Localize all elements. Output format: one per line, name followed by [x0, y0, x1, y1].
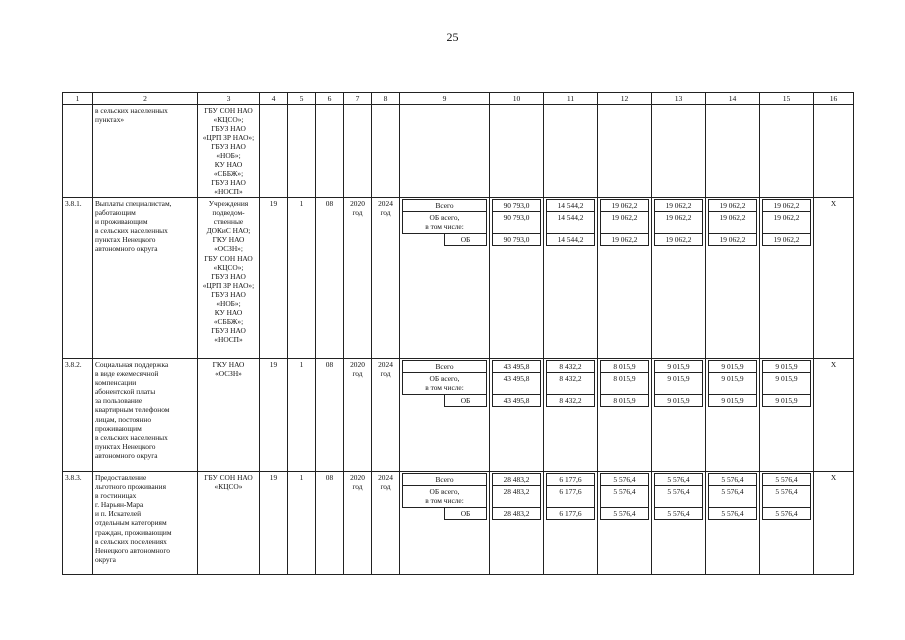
label-total: Всего: [403, 361, 487, 373]
executor-line: подведом-: [212, 208, 245, 218]
executor-line: «СББЖ»;: [213, 169, 244, 179]
continuation-num: [63, 105, 93, 198]
amount-cell: [598, 198, 652, 359]
amount-ob: 9 015,9: [709, 395, 757, 407]
start-year: [344, 472, 372, 575]
header-cell: 3: [198, 93, 260, 105]
amount-cell: [760, 472, 814, 575]
executor-line: «ЦРП ЗР НАО»;: [202, 133, 255, 143]
cell-col16: X: [814, 198, 854, 359]
label-ob-total: [403, 373, 487, 395]
continuation-name: в сельских населенных пунктах»: [93, 105, 198, 198]
header-cell: 1: [63, 93, 93, 105]
amount-total: 14 544,2: [547, 200, 595, 212]
executor-line: «НОБ»;: [216, 151, 241, 161]
label-ob-line: в том числе:: [425, 496, 464, 506]
row-number: 3.8.2.: [63, 359, 93, 472]
amount-ob: 28 483,2: [493, 508, 541, 520]
amount-ob-total: 9 015,9: [655, 373, 703, 395]
continuation-empty-cell: [598, 105, 652, 198]
header-cell: 9: [400, 93, 490, 105]
executor-line: ГБУЗ НАО: [211, 289, 246, 299]
cell-col4: 19: [260, 359, 288, 472]
amount-total: 5 576,4: [655, 474, 703, 486]
label-ob: ОБ: [445, 395, 487, 407]
amount-cell: [490, 198, 544, 359]
row-executor: [198, 198, 260, 359]
executor-line: КУ НАО: [214, 307, 243, 317]
executor-line: ГБУ СОН НАО: [204, 253, 253, 263]
amount-total: 43 495,8: [493, 361, 541, 373]
continuation-empty-cell: [288, 105, 316, 198]
row-name-line: автономного округа: [95, 450, 158, 460]
amount-ob: 8 432,2: [547, 395, 595, 407]
row-name-line: лицам, постоянно: [95, 414, 152, 424]
amount-ob-total: 14 544,2: [547, 212, 595, 234]
executor-line: ГБУЗ НАО: [211, 178, 246, 188]
continuation-empty-cell: [814, 105, 854, 198]
start-year-part: 2020: [350, 473, 365, 483]
continuation-empty-cell: [544, 105, 598, 198]
amount-ob-total: 9 015,9: [763, 373, 811, 395]
amount-ob-total: 5 576,4: [601, 486, 649, 508]
header-cell: 4: [260, 93, 288, 105]
amount-ob-total: 5 576,4: [655, 486, 703, 508]
row-executor: [198, 472, 260, 575]
amount-ob-total: 5 576,4: [709, 486, 757, 508]
page-number: 25: [446, 30, 459, 44]
amount-ob: 19 062,2: [655, 234, 703, 246]
row-name-line: в гостиницах: [95, 491, 137, 501]
amount-cell: [652, 198, 706, 359]
executor-line: ГКУ НАО: [212, 235, 245, 245]
amount-ob: 5 576,4: [655, 508, 703, 520]
header-cell: 12: [598, 93, 652, 105]
amount-ob: 5 576,4: [601, 508, 649, 520]
amount-cell: [544, 472, 598, 575]
row-number: 3.8.1.: [63, 198, 93, 359]
funding-labels: [400, 472, 490, 575]
amount-ob: 19 062,2: [709, 234, 757, 246]
amount-total: 19 062,2: [709, 200, 757, 212]
amount-ob-total: 28 483,2: [493, 486, 541, 508]
executor-line: ГБУЗ НАО: [211, 271, 246, 281]
amount-total: 6 177,6: [547, 474, 595, 486]
funding-labels: [400, 198, 490, 359]
amount-ob-total: 19 062,2: [709, 212, 757, 234]
executor-line: ГБУЗ НАО: [211, 142, 246, 152]
amount-cell: [652, 359, 706, 472]
cell-col6: 08: [316, 359, 344, 472]
continuation-empty-cell: [344, 105, 372, 198]
cell-col5: 1: [288, 359, 316, 472]
header-cell: 8: [372, 93, 400, 105]
end-year-part: год: [380, 208, 391, 218]
row-name-line: Ненецкого автономного: [95, 545, 170, 555]
start-year-part: 2020: [350, 199, 365, 209]
row-name-line: в сельских населенных: [95, 432, 168, 442]
amount-total: 9 015,9: [709, 361, 757, 373]
program-row: [63, 359, 854, 472]
row-name-line: автономного округа: [95, 244, 158, 254]
executor-line: «ОСЗН»: [215, 369, 242, 379]
amount-cell: [598, 472, 652, 575]
start-year-part: год: [352, 369, 363, 379]
header-cell: 2: [93, 93, 198, 105]
amount-ob-total: 9 015,9: [709, 373, 757, 395]
amount-cell: [760, 359, 814, 472]
amount-cell: [760, 198, 814, 359]
amount-ob: 5 576,4: [763, 508, 811, 520]
executor-line: ГБУ СОН НАО: [204, 473, 253, 483]
amount-total: 19 062,2: [763, 200, 811, 212]
label-ob-total: [403, 486, 487, 508]
end-year-part: 2024: [378, 360, 393, 370]
funding-labels: [400, 359, 490, 472]
amount-cell: [652, 472, 706, 575]
amount-total: 19 062,2: [601, 200, 649, 212]
label-ob-line: в том числе:: [425, 222, 464, 232]
label-blank: [403, 508, 445, 520]
label-ob-line: ОБ всего,: [429, 213, 460, 223]
cell-col16: X: [814, 359, 854, 472]
amount-cell: [706, 198, 760, 359]
amount-ob: 90 793,0: [493, 234, 541, 246]
cell-col4: 19: [260, 198, 288, 359]
continuation-empty-cell: [652, 105, 706, 198]
row-name-line: и проживающим: [95, 217, 148, 227]
amount-ob-total: 19 062,2: [601, 212, 649, 234]
cell-col5: 1: [288, 198, 316, 359]
continuation-empty-cell: [260, 105, 288, 198]
row-name: [93, 472, 198, 575]
header-cell: 11: [544, 93, 598, 105]
continuation-empty-cell: [400, 105, 490, 198]
end-year: [372, 359, 400, 472]
row-name-line: за пользование: [95, 396, 143, 406]
executor-line: «ЦРП ЗР НАО»;: [202, 280, 255, 290]
executor-line: Учреждения: [208, 199, 249, 209]
amount-ob-total: 8 015,9: [601, 373, 649, 395]
label-total: Всего: [403, 474, 487, 486]
amount-total: 5 576,4: [763, 474, 811, 486]
row-name-line: г. Нарьян-Мара: [95, 500, 144, 510]
amount-ob-total: 43 495,8: [493, 373, 541, 395]
amount-total: 28 483,2: [493, 474, 541, 486]
row-executor: [198, 359, 260, 472]
executor-line: «ОСЗН»;: [214, 244, 243, 254]
amount-ob-total: 8 432,2: [547, 373, 595, 395]
executor-line: «КЦСО»;: [213, 115, 244, 125]
row-name: [93, 198, 198, 359]
executor-line: ГБУЗ НАО: [211, 325, 246, 335]
row-name-line: отдельным категориям: [95, 518, 167, 528]
amount-total: 19 062,2: [655, 200, 703, 212]
continuation-empty-cell: [316, 105, 344, 198]
program-row: [63, 198, 854, 359]
amount-cell: [598, 359, 652, 472]
amount-ob-total: 6 177,6: [547, 486, 595, 508]
amount-total: 8 432,2: [547, 361, 595, 373]
amount-ob: 19 062,2: [601, 234, 649, 246]
executor-line: «НОСП»: [214, 334, 243, 344]
row-name-line: работающим: [95, 208, 136, 218]
end-year-part: год: [380, 369, 391, 379]
continuation-empty-cell: [372, 105, 400, 198]
row-name-line: Предоставление: [95, 473, 147, 483]
end-year: [372, 198, 400, 359]
label-blank: [403, 234, 445, 246]
program-row: [63, 472, 854, 575]
row-name-line: и п. Искателей: [95, 509, 142, 519]
header-cell: 7: [344, 93, 372, 105]
cell-col6: 08: [316, 472, 344, 575]
amount-ob: 9 015,9: [655, 395, 703, 407]
amount-ob-total: 19 062,2: [655, 212, 703, 234]
executor-line: «НОСП»: [214, 187, 243, 197]
row-name-line: пунктах Ненецкого: [95, 235, 156, 245]
continuation-empty-cell: [760, 105, 814, 198]
amount-cell: [544, 359, 598, 472]
amount-cell: [490, 359, 544, 472]
label-blank: [403, 395, 445, 407]
header-cell: 15: [760, 93, 814, 105]
executor-line: «КЦСО»;: [213, 262, 244, 272]
row-name-line: Выплаты специалистам,: [95, 199, 172, 209]
row-name-line: в сельских поселениях: [95, 536, 167, 546]
label-ob: ОБ: [445, 508, 487, 520]
cell-col16: X: [814, 472, 854, 575]
row-name-line: округа: [95, 554, 116, 564]
amount-ob-total: 19 062,2: [763, 212, 811, 234]
amount-cell: [706, 472, 760, 575]
amount-ob-total: 90 793,0: [493, 212, 541, 234]
header-cell: 14: [706, 93, 760, 105]
executor-line: ГБУЗ НАО: [211, 124, 246, 134]
row-name-line: льготного проживания: [95, 482, 166, 492]
start-year: [344, 359, 372, 472]
amount-ob: 9 015,9: [763, 395, 811, 407]
label-ob-line: ОБ всего,: [429, 374, 460, 384]
cell-col6: 08: [316, 198, 344, 359]
amount-ob: 5 576,4: [709, 508, 757, 520]
row-name-line: квартирным телефоном: [95, 405, 170, 415]
executor-line: «СББЖ»;: [213, 316, 244, 326]
executor-line: «НОБ»;: [216, 298, 241, 308]
row-number: 3.8.3.: [63, 472, 93, 575]
start-year-part: год: [352, 482, 363, 492]
executor-line: КУ НАО: [214, 160, 243, 170]
row-name-line: компенсации: [95, 378, 137, 388]
row-name-line: в сельских населенных: [95, 226, 168, 236]
end-year-part: 2024: [378, 199, 393, 209]
row-name-line: в виде ежемесячной: [95, 369, 159, 379]
header-cell: 5: [288, 93, 316, 105]
label-ob-line: ОБ всего,: [429, 487, 460, 497]
amount-cell: [490, 472, 544, 575]
start-year: [344, 198, 372, 359]
label-ob-line: в том числе:: [425, 383, 464, 393]
executor-line: ГКУ НАО: [212, 360, 245, 370]
cell-col5: 1: [288, 472, 316, 575]
header-row: [63, 93, 854, 105]
amount-total: 90 793,0: [493, 200, 541, 212]
label-total: Всего: [403, 200, 487, 212]
program-table: [62, 92, 854, 575]
amount-total: 9 015,9: [655, 361, 703, 373]
amount-ob: 43 495,8: [493, 395, 541, 407]
amount-total: 5 576,4: [709, 474, 757, 486]
header-cell: 6: [316, 93, 344, 105]
cell-col4: 19: [260, 472, 288, 575]
header-cell: 16: [814, 93, 854, 105]
amount-ob: 14 544,2: [547, 234, 595, 246]
row-name-line: граждан, проживающим: [95, 527, 172, 537]
amount-cell: [544, 198, 598, 359]
row-name: [93, 359, 198, 472]
end-year-part: год: [380, 482, 391, 492]
header-cell: 10: [490, 93, 544, 105]
label-ob: ОБ: [445, 234, 487, 246]
end-year: [372, 472, 400, 575]
continuation-empty-cell: [706, 105, 760, 198]
start-year-part: 2020: [350, 360, 365, 370]
header-cell: 13: [652, 93, 706, 105]
label-ob-total: [403, 212, 487, 234]
executor-line: ственные: [213, 217, 244, 227]
start-year-part: год: [352, 208, 363, 218]
row-name-line: проживающим: [95, 423, 142, 433]
executor-line: «КЦСО»: [214, 482, 243, 492]
executor-line: ГБУ СОН НАО: [204, 106, 253, 115]
continuation-executor: [198, 105, 260, 198]
executor-line: ДОКиС НАО;: [206, 226, 251, 236]
amount-ob-total: 5 576,4: [763, 486, 811, 508]
amount-total: 9 015,9: [763, 361, 811, 373]
row-name-line: пунктах Ненецкого: [95, 441, 156, 451]
amount-ob: 6 177,6: [547, 508, 595, 520]
end-year-part: 2024: [378, 473, 393, 483]
amount-total: 5 576,4: [601, 474, 649, 486]
amount-ob: 19 062,2: [763, 234, 811, 246]
amount-cell: [706, 359, 760, 472]
row-name-line: Социальная поддержка: [95, 360, 169, 370]
continuation-empty-cell: [490, 105, 544, 198]
amount-ob: 8 015,9: [601, 395, 649, 407]
row-name-line: абонентской платы: [95, 387, 156, 397]
continuation-row: [63, 105, 854, 198]
amount-total: 8 015,9: [601, 361, 649, 373]
